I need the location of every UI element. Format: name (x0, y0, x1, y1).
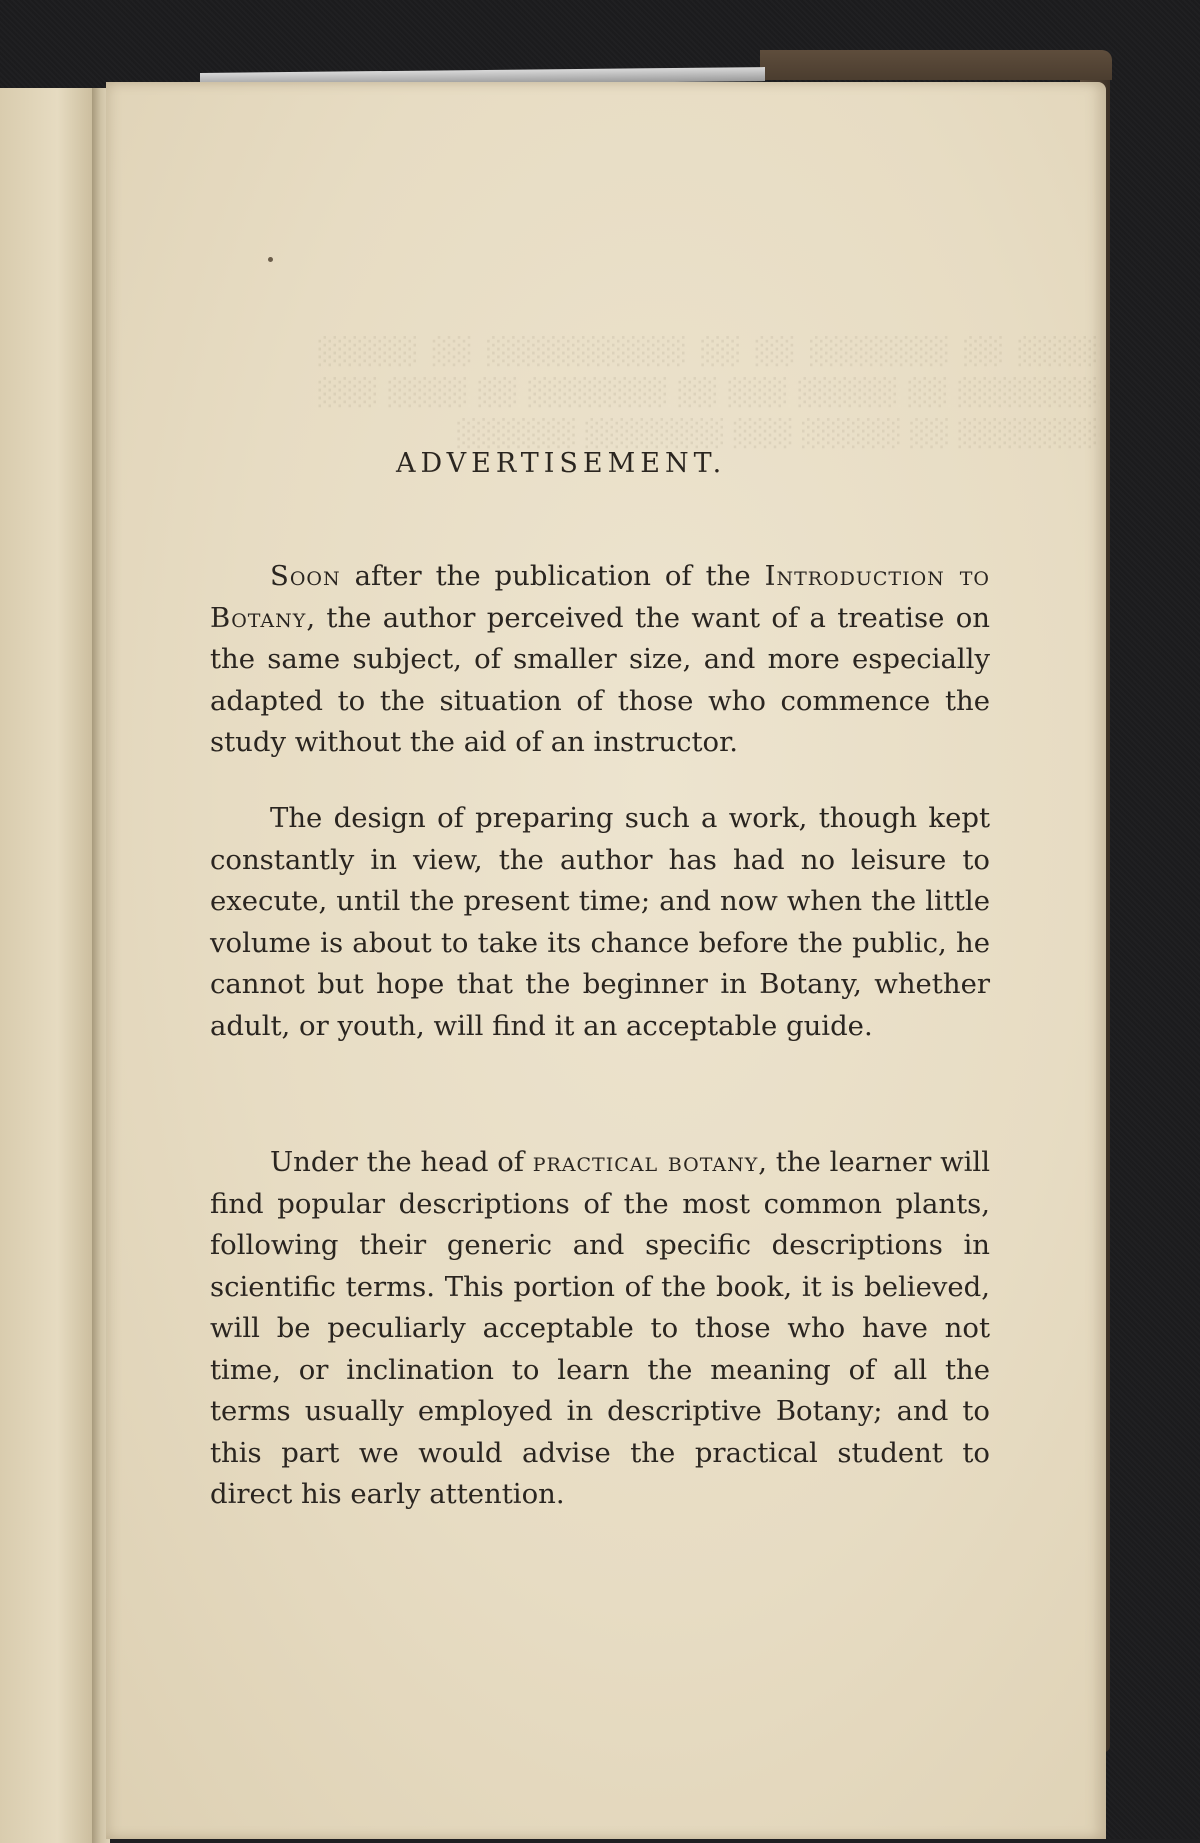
paragraph-2-run-1: The design of preparing such a work, though kept constantly in view, the author has had no leisure to execute, until the present time; and now when the little volume is about to take its chance before the public, he cannot but hope that the beginner in Botany, whether adult, or youth, will find it an acceptable guide. (210, 802, 990, 1042)
show-through-text: ░░░░ ░░ ░░░░░░░ ░░ ░░ ░░░░░░░░░░ ░░ ░░░░░ ░░░░░░░ ░░ ░░░░░ ░░░ ░░ ░░░░░░░ ░░ ░░░░ ░░░ ░░░░░░░ ░░ ░░░░░ ░░░ ░░░░░░░ ░░░░░░ (316, 337, 1096, 449)
paragraph-3 (210, 1142, 990, 1516)
paragraph-1-run-4: , the author perceived the want of a treatise on the same subject, of smaller size, and more especially adapted to the situation of those who commence the study without the aid of an instructor. (210, 601, 990, 758)
paragraph-1-run-3: Introduction to Botany (210, 560, 990, 634)
page-heading: ADVERTISEMENT. (396, 448, 727, 479)
paragraph-1-run-2: after the publication of the (340, 560, 765, 592)
paragraph-1-run-1: Soon (270, 560, 341, 592)
left-page-edge (0, 88, 96, 1843)
paragraph-3-run-3: , the learner will find popular descriptions of the most common plants, following their generic and specific descriptions in scientific terms. This portion of the book, it is believed, will be peculiarly acceptable to those who have not time, or inclination to learn the meaning of all the terms usually employed in descriptive Botany; and to this part we would advise the practical student to direct his early attention. (210, 1146, 990, 1510)
book-cover-top (760, 50, 1112, 80)
paper-speck (268, 257, 273, 262)
paragraph-2 (210, 798, 990, 1047)
paragraph-1 (210, 556, 990, 764)
paragraph-3-run-1: Under the head of (270, 1146, 533, 1178)
paragraph-3-run-2: practical botany (532, 1146, 759, 1178)
